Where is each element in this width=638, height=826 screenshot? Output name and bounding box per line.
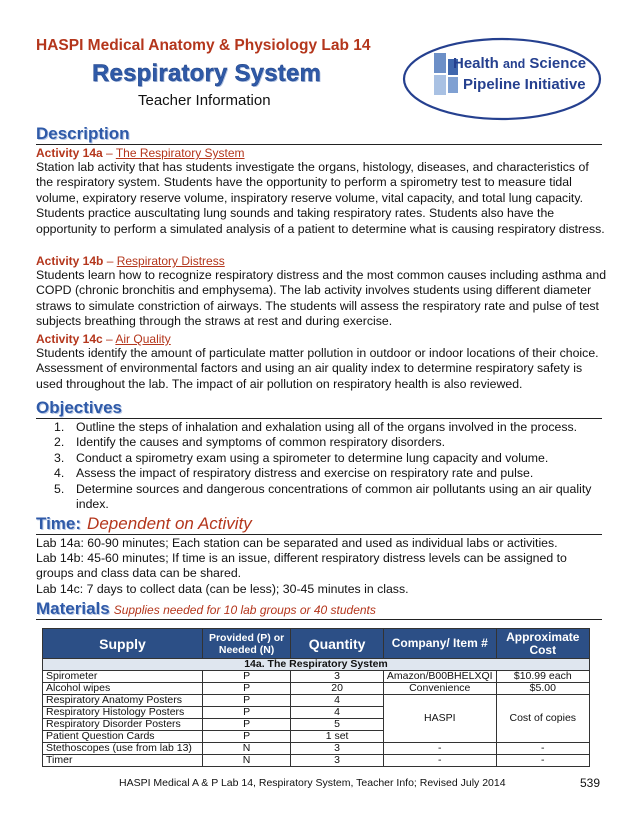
cell-supply: Respiratory Histology Posters [43, 707, 203, 719]
cell-company: - [383, 743, 496, 755]
group-label: 14a. The Respiratory System [43, 659, 590, 671]
activity-14c-text: Students identify the amount of particulate matter pollution in outdoor or indoor locations of their choice. Assessment of environmental factors and using an air quality index to determine respiratory safety is used throughout the lab. The impact of air pollution on respiratory health is also reviewed. [36, 346, 599, 391]
cell-qty: 3 [291, 743, 384, 755]
cell-qty: 1 set [291, 731, 384, 743]
column-header-quantity: Quantity [291, 629, 384, 659]
objectives-heading: Objectives [36, 398, 122, 417]
time-line-14b: Lab 14b: 45-60 minutes; If time is an issue, different respiratory distress levels can be assigned to groups and class data can be shared. [36, 551, 567, 581]
cell-company: - [383, 755, 496, 767]
cell-qty: 4 [291, 695, 384, 707]
table-group-row [43, 659, 590, 671]
cell-supply: Stethoscopes (use from lab 13) [43, 743, 203, 755]
page-title: Respiratory System [92, 60, 322, 87]
time-rule [36, 534, 602, 535]
time-line-14c: Lab 14c: 7 days to collect data (can be less); 30-45 minutes in class. [36, 582, 409, 596]
list-item: 4. Assess the impact of respiratory distress and exercise on respiratory rate and pulse. [54, 466, 534, 481]
cell-supply: Alcohol wipes [43, 683, 203, 695]
description-heading: Description [36, 124, 130, 143]
cell-pn: P [202, 695, 290, 707]
cell-qty: 4 [291, 707, 384, 719]
table-header-row [43, 629, 590, 659]
materials-table [42, 628, 590, 767]
list-item: 5. Determine sources and dangerous concentrations of common air pollutants using an air quality index. [54, 481, 592, 512]
table-row [43, 671, 590, 683]
lab-title: HASPI Medical Anatomy & Physiology Lab 14 [36, 37, 371, 54]
cell-qty: 20 [291, 683, 384, 695]
logo-text-line2: Pipeline Initiative [463, 76, 586, 93]
cell-qty: 5 [291, 719, 384, 731]
cell-pn: P [202, 719, 290, 731]
page-footer: HASPI Medical A & P Lab 14, Respiratory System, Teacher Info; Revised July 2014 [119, 777, 506, 789]
cell-cost: $10.99 each [496, 671, 589, 683]
materials-rule [36, 619, 602, 620]
objectives-rule [36, 418, 602, 419]
list-item: 1. Outline the steps of inhalation and exhalation using all of the organs involved in the process. [54, 420, 578, 434]
page-number: 539 [580, 776, 601, 790]
activity-14b-heading: Activity 14b – Respiratory Distress [36, 254, 225, 268]
cell-pn: N [202, 743, 290, 755]
list-item: 2. Identify the causes and symptoms of common respiratory disorders. [54, 435, 446, 450]
description-rule [36, 144, 602, 145]
cell-cost: - [496, 743, 589, 755]
table-row [43, 755, 590, 767]
time-line-14a: Lab 14a: 60-90 minutes; Each station can be separated and used as individual labs or activities. [36, 536, 558, 550]
cell-pn: P [202, 707, 290, 719]
cell-cost: - [496, 755, 589, 767]
cell-pn: N [202, 755, 290, 767]
logo-text-line1: Health and Science [453, 55, 587, 72]
time-heading: Time: Dependent on Activity [36, 514, 252, 533]
cell-company-merged: HASPI [383, 695, 496, 743]
cell-qty: 3 [291, 755, 384, 767]
cell-pn: P [202, 731, 290, 743]
cell-supply: Spirometer [43, 671, 203, 683]
table-row [43, 695, 590, 707]
cell-pn: P [202, 683, 290, 695]
cell-supply: Patient Question Cards [43, 731, 203, 743]
column-header-provided: Provided (P) or Needed (N) [202, 629, 290, 659]
table-row [43, 683, 590, 695]
column-header-company: Company/ Item # [383, 629, 496, 659]
materials-heading: Materials Supplies needed for 10 lab groups or 40 students [36, 599, 376, 618]
column-header-cost: Approximate Cost [496, 629, 589, 659]
list-item: 3. Conduct a spirometry exam using a spirometer to determine lung capacity and volume. [54, 450, 549, 465]
column-header-supply: Supply [43, 629, 203, 659]
cell-cost: $5.00 [496, 683, 589, 695]
cell-company: Convenience [383, 683, 496, 695]
activity-14a-text: Station lab activity that has students investigate the organs, histology, diseases, and characteristics of the respiratory system. Students have the opportunity to perform a spirometry test to measure tidal volume, expiratory reserve volume, inspiratory reserve volume, vital capacity, and total lung capacity. Students practice auscultating lung sounds and taking respiratory rates. Students also have the opportunity to perform a simulated analysis of a patient to determine what is causing respiratory distress. [36, 160, 605, 236]
table-row [43, 743, 590, 755]
cell-company: Amazon/B00BHELXQI [383, 671, 496, 683]
objectives-list [54, 420, 602, 512]
activity-14a-heading: Activity 14a – The Respiratory System [36, 146, 245, 160]
cell-supply: Respiratory Anatomy Posters [43, 695, 203, 707]
page-subtitle: Teacher Information [138, 92, 271, 109]
cell-cost-merged: Cost of copies [496, 695, 589, 743]
activity-14b-text: Students learn how to recognize respiratory distress and the most common causes including asthma and COPD (chronic bronchitis and emphysema). The lab activity involves students using different diameter straws to simulate constriction of airways. The students will assess the respiratory rate and pulse of test subjects breathing through the straws at rest and during exercise. [36, 268, 607, 329]
cell-pn: P [202, 671, 290, 683]
cell-supply: Respiratory Disorder Posters [43, 719, 203, 731]
activity-14c-heading: Activity 14c – Air Quality [36, 332, 171, 346]
cell-qty: 3 [291, 671, 384, 683]
cell-supply: Timer [43, 755, 203, 767]
